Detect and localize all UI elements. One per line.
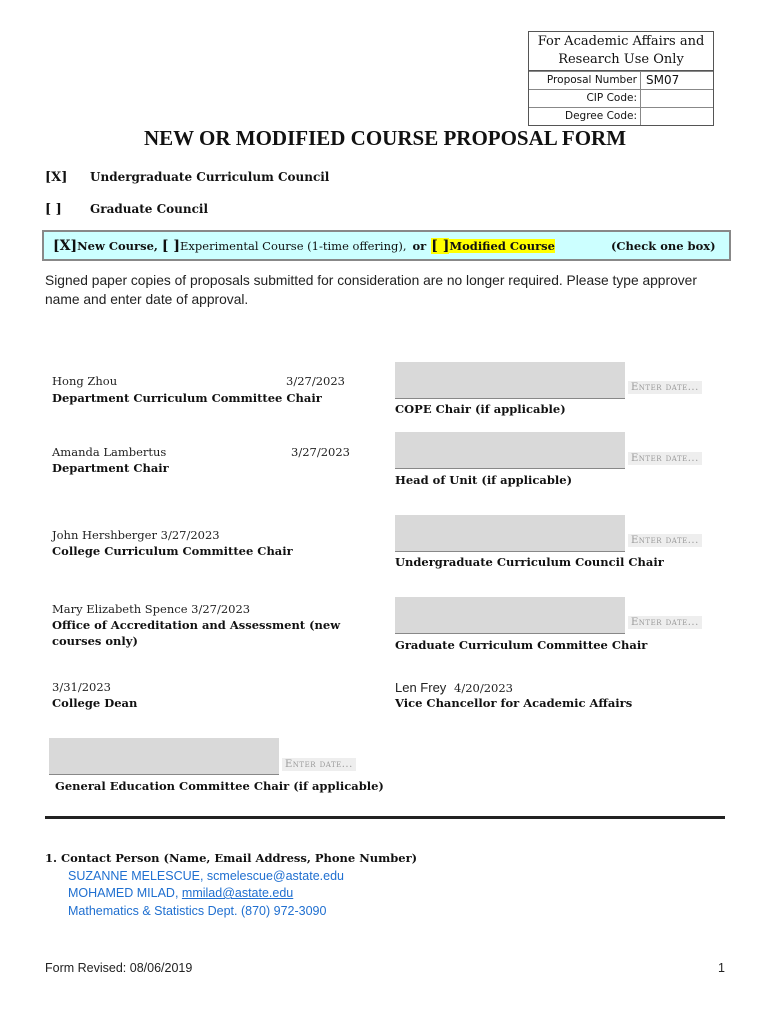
contact-email-link[interactable]: mmilad@astate.edu — [181, 886, 294, 900]
sig-role-college-curriculum: College Curriculum Committee Chair — [52, 544, 293, 558]
sig-role-gen-ed-chair: General Education Committee Chair (if applicable) — [55, 779, 384, 793]
ucc-chair-date-field[interactable]: Enter date... — [628, 534, 702, 547]
head-of-unit-name-field[interactable] — [395, 432, 625, 469]
sig-date-vc[interactable]: 4/20/2023 — [454, 681, 513, 695]
experimental-course-label: Experimental Course (1-time offering), — [180, 238, 407, 253]
undergrad-label: Undergraduate Curriculum Council — [90, 170, 330, 184]
head-of-unit-date-field[interactable]: Enter date... — [628, 452, 702, 465]
modified-course-label: Modified Course — [449, 238, 555, 253]
cip-code-row — [529, 89, 713, 107]
contact-line-2-name: MOHAMED MILAD, — [68, 886, 182, 900]
check-one-instruction: (Check one box) — [610, 238, 716, 253]
cip-code-label: CIP Code: — [529, 90, 641, 107]
council-undergraduate[interactable] — [0, 170, 770, 188]
sig-role-head-of-unit: Head of Unit (if applicable) — [395, 473, 573, 487]
sig-name-vc[interactable]: Len Frey — [395, 680, 447, 695]
contact-line-3: Mathematics & Statistics Dept. (870) 972-3090 — [68, 903, 327, 918]
graduate-label: Graduate Council — [90, 202, 209, 216]
sig-name-accreditation[interactable]: Mary Elizabeth Spence 3/27/2023 — [52, 602, 251, 616]
sig-role-dept-curriculum: Department Curriculum Committee Chair — [52, 391, 322, 405]
cope-chair-name-field[interactable] — [395, 362, 625, 399]
cope-chair-date-field[interactable]: Enter date... — [628, 381, 702, 394]
sig-role-accreditation: Office of Accreditation and Assessment (new courses only) — [52, 618, 341, 648]
gen-ed-chair-date-field[interactable]: Enter date... — [282, 758, 356, 771]
course-type-box — [42, 230, 731, 261]
new-course-checkbox[interactable]: [X] — [53, 237, 78, 254]
new-course-label: New Course, — [77, 238, 158, 253]
admin-use-heading: For Academic Affairs and Research Use Only — [529, 32, 713, 71]
contact-line-1: SUZANNE MELESCUE, scmelescue@astate.edu — [68, 868, 344, 883]
form-revised: Form Revised: 08/06/2019 — [45, 961, 193, 975]
sig-role-dept-chair: Department Chair — [52, 461, 169, 475]
cip-code-value[interactable] — [641, 90, 713, 107]
degree-code-value[interactable] — [641, 108, 713, 125]
section-divider — [45, 816, 725, 819]
proposal-number-row — [529, 71, 713, 89]
proposal-number-label: Proposal Number — [529, 72, 641, 89]
council-graduate[interactable] — [0, 202, 770, 220]
proposal-number-value[interactable]: SM07 — [646, 73, 680, 87]
gen-ed-chair-name-field[interactable] — [49, 738, 279, 775]
sig-role-vc: Vice Chancellor for Academic Affairs — [395, 696, 633, 710]
sig-name-college-curriculum[interactable]: John Hershberger 3/27/2023 — [52, 528, 220, 542]
sig-name-dept-chair[interactable]: Amanda Lambertus — [52, 445, 167, 459]
contact-line-2 — [45, 885, 417, 903]
contact-heading: 1. Contact Person (Name, Email Address, Phone Number) — [45, 851, 418, 865]
modified-course-checkbox[interactable]: [ ] — [431, 237, 450, 254]
page-title: NEW OR MODIFIED COURSE PROPOSAL FORM — [143, 126, 627, 150]
contact-section — [45, 850, 417, 920]
grad-curriculum-chair-date-field[interactable]: Enter date... — [628, 616, 702, 629]
undergrad-checkbox[interactable]: [X] — [45, 170, 68, 185]
ucc-chair-name-field[interactable] — [395, 515, 625, 552]
sig-role-grad-curriculum-chair: Graduate Curriculum Committee Chair — [395, 638, 648, 652]
grad-curriculum-chair-name-field[interactable] — [395, 597, 625, 634]
sig-date-dept-curriculum[interactable]: 3/27/2023 — [286, 374, 345, 388]
degree-code-label: Degree Code: — [529, 108, 641, 125]
degree-code-row — [529, 107, 713, 125]
graduate-checkbox[interactable]: [ ] — [45, 202, 62, 217]
sig-name-dept-curriculum[interactable]: Hong Zhou — [52, 374, 118, 388]
sig-role-ucc-chair: Undergraduate Curriculum Council Chair — [395, 555, 664, 569]
sig-date-dept-chair[interactable]: 3/27/2023 — [291, 445, 350, 459]
sig-role-cope-chair: COPE Chair (if applicable) — [395, 402, 566, 416]
or-text: or — [412, 238, 427, 253]
page-number: 1 — [718, 961, 725, 975]
sig-role-college-dean: College Dean — [52, 696, 138, 710]
experimental-course-checkbox[interactable]: [ ] — [161, 237, 181, 254]
sig-name-college-dean[interactable]: 3/31/2023 — [52, 680, 111, 694]
signature-notice: Signed paper copies of proposals submitted for consideration are no longer required. Please type approver name and enter date of approval. — [45, 273, 697, 307]
admin-use-box — [528, 31, 714, 126]
